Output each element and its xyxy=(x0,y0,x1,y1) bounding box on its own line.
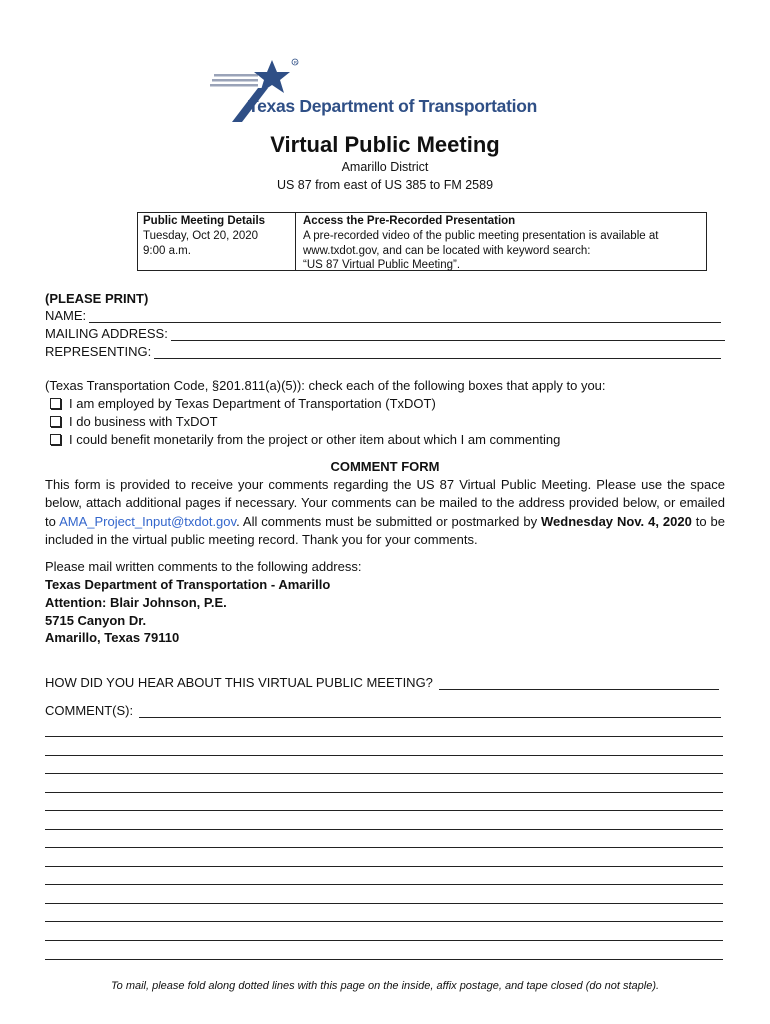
representing-label: REPRESENTING: xyxy=(45,344,152,359)
presentation-text-3: “US 87 Virtual Public Meeting”. xyxy=(303,259,461,272)
comment-line[interactable] xyxy=(45,810,723,811)
please-print-label: (PLEASE PRINT) xyxy=(45,291,149,306)
meeting-date: Tuesday, Oct 20, 2020 xyxy=(143,229,259,242)
checkbox-icon[interactable] xyxy=(50,398,61,409)
comment-line[interactable] xyxy=(45,792,723,793)
comment-line[interactable] xyxy=(45,884,723,885)
comment-line[interactable] xyxy=(45,847,723,848)
address-line-2: Attention: Blair Johnson, P.E. xyxy=(45,595,227,610)
comment-line[interactable] xyxy=(45,829,723,830)
address-line-1: Texas Department of Transportation - Amarillo xyxy=(45,577,331,592)
district: Amarillo District xyxy=(341,160,429,174)
mail-intro: Please mail written comments to the following address: xyxy=(45,559,362,574)
comment-line[interactable] xyxy=(45,903,723,904)
comment-line[interactable] xyxy=(45,921,723,922)
comment-form-intro xyxy=(45,476,725,549)
mailing-address-field[interactable] xyxy=(45,326,725,341)
speed-lines xyxy=(210,74,258,87)
presentation-text-2: www.txdot.gov, and can be located with keyword search: xyxy=(303,244,591,257)
address-line-4: Amarillo, Texas 79110 xyxy=(45,630,180,645)
intro-text-2: . All comments must be submitted or postmarked by xyxy=(236,513,542,529)
presentation-cell xyxy=(296,213,706,270)
checkbox-business[interactable] xyxy=(50,414,218,429)
logo-text: Texas Department of Transportation xyxy=(248,96,537,116)
route: US 87 from east of US 385 to FM 2589 xyxy=(276,178,494,192)
comments-input-line[interactable] xyxy=(139,705,721,718)
presentation-text-1: A pre-recorded video of the public meeting presentation is available at xyxy=(303,229,659,242)
meeting-details-cell xyxy=(138,213,296,270)
transportation-code-text: (Texas Transportation Code, §201.811(a)(5)): check each of the following boxes that apply to you: xyxy=(45,378,606,393)
mailing-address-input-line[interactable] xyxy=(171,328,725,341)
meeting-details-heading: Public Meeting Details xyxy=(143,215,266,227)
comment-line[interactable] xyxy=(45,940,723,941)
hear-about-label: HOW DID YOU HEAR ABOUT THIS VIRTUAL PUBLIC MEETING? xyxy=(45,675,433,690)
comment-line[interactable] xyxy=(45,959,723,960)
comments-label: COMMENT(S): xyxy=(45,703,134,718)
page-title: Virtual Public Meeting xyxy=(270,132,500,157)
mailing-address-label: MAILING ADDRESS: xyxy=(45,326,168,341)
comment-line[interactable] xyxy=(45,736,723,737)
comments-field[interactable] xyxy=(45,703,721,718)
checkbox-icon[interactable] xyxy=(50,434,61,445)
name-label: NAME: xyxy=(45,308,87,323)
intro-text-3: to be included in the virtual public meeting record. Thank you for your comments. xyxy=(45,513,725,547)
representing-input-line[interactable] xyxy=(154,346,721,359)
meeting-time: 9:00 a.m. xyxy=(143,244,191,257)
presentation-heading: Access the Pre-Recorded Presentation xyxy=(303,215,516,227)
comment-line[interactable] xyxy=(45,755,723,756)
deadline: Wednesday Nov. 4, 2020 xyxy=(541,513,692,529)
checkbox-employed[interactable] xyxy=(50,396,436,411)
checkbox-label: I could benefit monetarily from the project or other item about which I am commenting xyxy=(69,432,561,447)
comment-line[interactable] xyxy=(45,773,723,774)
email-link[interactable]: AMA_Project_Input@txdot.gov xyxy=(59,513,237,529)
checkbox-icon[interactable] xyxy=(50,416,61,427)
name-field[interactable] xyxy=(45,308,721,323)
comment-form-heading: COMMENT FORM xyxy=(330,459,440,474)
comment-line[interactable] xyxy=(45,866,723,867)
checkbox-benefit[interactable] xyxy=(50,432,560,447)
footer-note: To mail, please fold along dotted lines with this page on the inside, affix postage, and tape closed (do not staple). xyxy=(110,980,660,992)
hear-about-input-line[interactable] xyxy=(439,677,719,690)
name-input-line[interactable] xyxy=(89,310,721,323)
svg-text:R: R xyxy=(293,60,297,65)
representing-field[interactable] xyxy=(45,344,721,359)
meeting-details-table xyxy=(137,212,707,271)
checkbox-label: I do business with TxDOT xyxy=(69,414,218,429)
intro-text-1: This form is provided to receive your comments regarding the US 87 Virtual Public Meeting. Please use the space below, attach additional pages if necessary. Your comments can be mailed to the address provided below, or emailed to xyxy=(45,477,725,529)
hear-about-field[interactable] xyxy=(45,675,719,690)
address-line-3: 5715 Canyon Dr. xyxy=(45,613,147,628)
checkbox-label: I am employed by Texas Department of Transportation (TxDOT) xyxy=(69,396,436,411)
